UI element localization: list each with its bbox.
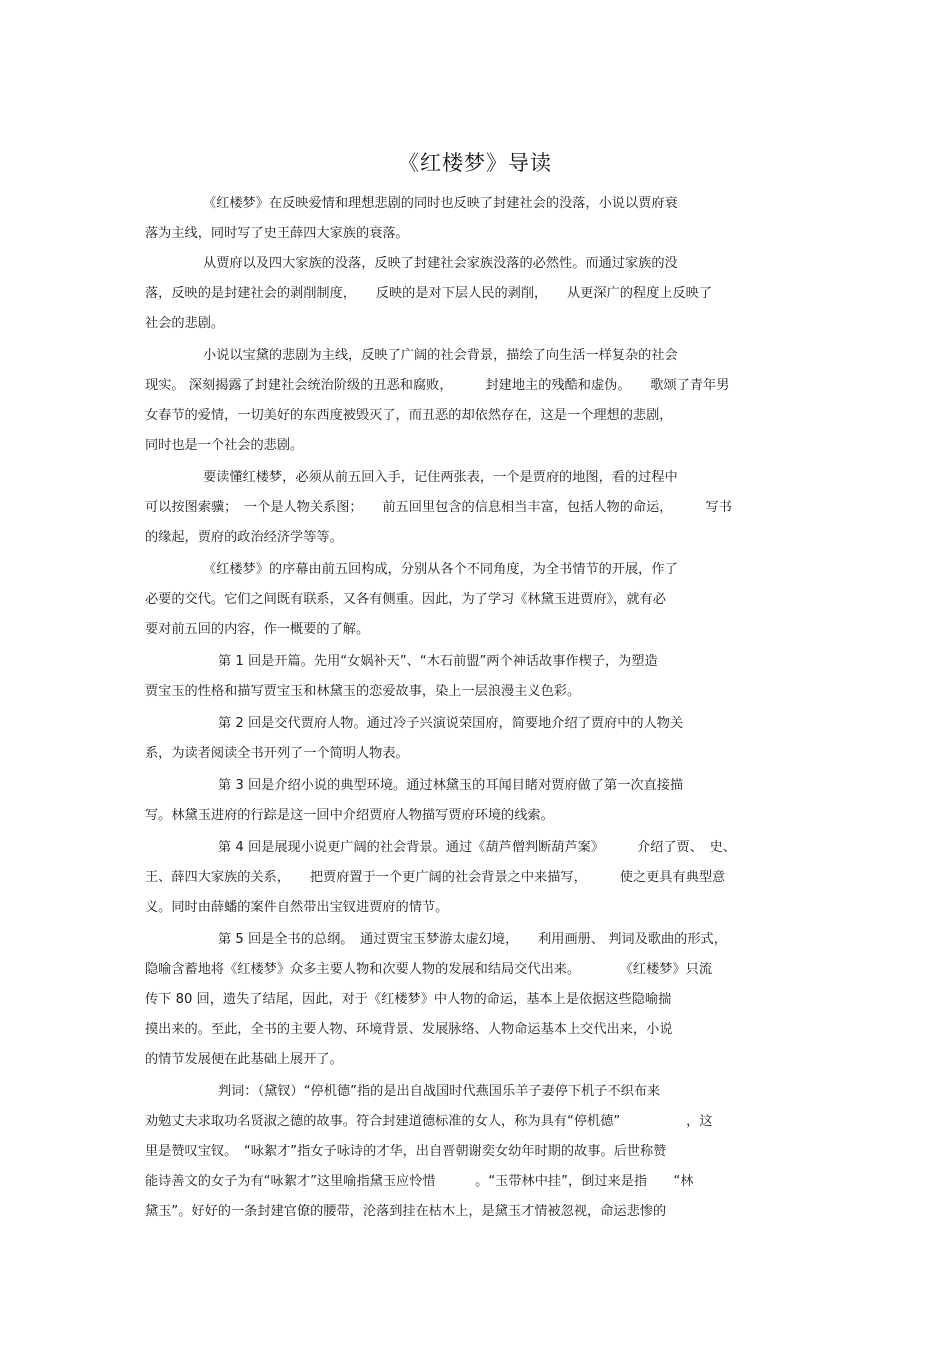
text-line: 落为主线，同时写了史王薛四大家族的衰落。 <box>145 226 409 241</box>
text-line: 同时也是一个社会的悲剧。 <box>145 438 304 453</box>
text-line: 落，反映的是封建社会的剥削制度， 反映的是对下层人民的剥削， 从更深广的程度上反映了 <box>145 286 713 301</box>
text-line: 写。林黛玉进府的行踪是这一回中介绍贾府人物描写贾府环境的线索。 <box>145 808 554 823</box>
text-line: 第 5 回是全书的总纲。 通过贾宝玉梦游太虚幻境， 利用画册、 判词及歌曲的形式， <box>218 932 727 947</box>
text-line: 现实。 深刻揭露了封建社会统治阶级的丑恶和腐败， 封建地主的残酷和虚伪。 歌颂了青年男 <box>145 378 730 393</box>
text-line: 社会的悲剧。 <box>145 316 225 331</box>
text-line: 第 3 回是介绍小说的典型环境。通过林黛玉的耳闻目睹对贾府做了第一次直接描 <box>218 778 684 793</box>
text-line: 第 4 回是展现小说更广阔的社会背景。通过《葫芦僧判断葫芦案》 介绍了贾、 史、 <box>218 840 736 855</box>
text-line: 女春节的爱情，一切美好的东西度被毁灭了，而丑恶的却依然存在，这是一个理想的悲剧， <box>145 408 673 423</box>
text-line: 贾宝玉的性格和描写贾宝玉和林黛玉的恋爱故事，染上一层浪漫主义色彩。 <box>145 684 581 699</box>
text-line: 黛玉”。好好的一条封建官僚的腰带，沦落到挂在枯木上，是黛玉才情被忽视，命运悲惨的 <box>145 1204 667 1219</box>
text-line: 《红楼梦》在反映爱情和理想悲剧的同时也反映了封建社会的没落，小说以贾府衰 <box>203 196 678 211</box>
text-line: 隐喻含蓄地将《红楼梦》众多主要人物和次要人物的发展和结局交代出来。 《红楼梦》只流 <box>145 962 713 977</box>
text-line: 的情节发展便在此基础上展开了。 <box>145 1052 343 1067</box>
text-line: 王、薛四大家族的关系， 把贾府置于一个更广阔的社会背景之中来描写， 使之更具有典型意 <box>145 870 726 885</box>
document-title: 《红楼梦》导读 <box>398 151 552 175</box>
text-line: 要读懂红楼梦，必须从前五回入手，记住两张表，一个是贾府的地图，看的过程中 <box>203 470 678 485</box>
text-line: 传下 80 回，遗失了结尾，因此，对于《红楼梦》中人物的命运，基本上是依据这些隐喻揣 <box>145 992 672 1007</box>
text-line: 系，为读者阅读全书开列了一个简明人物表。 <box>145 746 409 761</box>
text-line: 义。同时由薛蟠的案件自然带出宝钗进贾府的情节。 <box>145 900 449 915</box>
text-line: 第 2 回是交代贾府人物。通过冷子兴演说荣国府，简要地介绍了贾府中的人物关 <box>218 716 684 731</box>
text-line: 劝勉丈夫求取功名贤淑之德的故事。符合封建道德标准的女人，称为具有“停机德” ，这 <box>145 1114 713 1129</box>
text-line: 能诗善文的女子为有“咏絮才”这里喻指黛玉应怜惜 。“玉带林中挂”，倒过来是指 “林 <box>145 1174 694 1189</box>
text-line: 可以按图索骥； 一个是人物关系图； 前五回里包含的信息相当丰富，包括人物的命运， 写书 <box>145 500 732 515</box>
text-line: 第 1 回是开篇。先用“女娲补天”、“木石前盟”两个神话故事作楔子，为塑造 <box>218 654 658 669</box>
text-line: 判词：（黛钗）“停机德”指的是出自战国时代燕国乐羊子妻停下机子不织布来 <box>218 1084 661 1099</box>
text-line: 《红楼梦》的序幕由前五回构成，分别从各个不同角度，为全书情节的开展，作了 <box>203 562 678 577</box>
text-line: 小说以宝黛的悲剧为主线，反映了广阔的社会背景，描绘了向生活一样复杂的社会 <box>203 348 678 363</box>
text-line: 里是赞叹宝钗。 “咏絮才”指女子咏诗的才华，出自晋朝谢奕女幼年时期的故事。后世称赞 <box>145 1144 667 1159</box>
text-line: 摸出来的。至此，全书的主要人物、环境背景、发展脉络、人物命运基本上交代出来，小说 <box>145 1022 673 1037</box>
text-line: 的缘起，贾府的政治经济学等等。 <box>145 530 343 545</box>
text-line: 要对前五回的内容，作一概要的了解。 <box>145 622 370 637</box>
text-line: 从贾府以及四大家族的没落，反映了封建社会家族没落的必然性。而通过家族的没 <box>203 256 678 271</box>
text-line: 必要的交代。它们之间既有联系，又各有侧重。因此，为了学习《林黛玉进贾府》，就有必 <box>145 592 666 607</box>
